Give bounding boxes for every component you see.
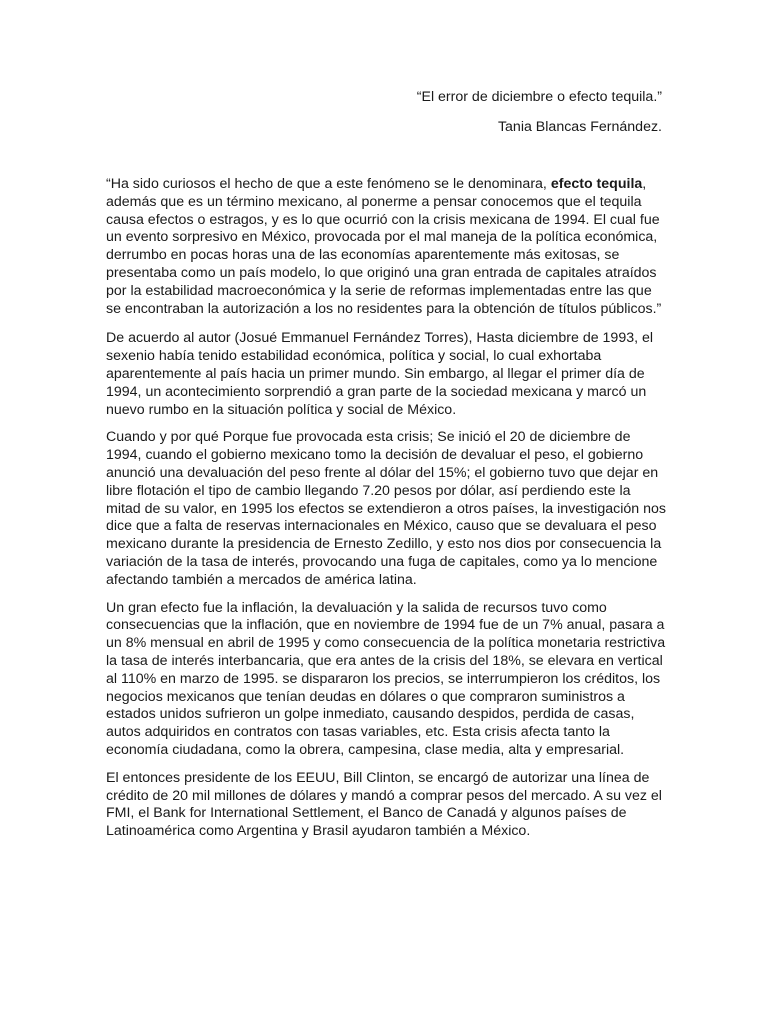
bold-term: efecto tequila <box>550 176 643 192</box>
paragraph-quote-start: “Ha sido curiosos el hecho de que a este fenómeno se le denominara, <box>106 176 551 192</box>
document-header <box>417 88 662 136</box>
document-body <box>106 176 668 851</box>
paragraph-causes: Cuando y por qué Porque fue provocada esta crisis; Se inició el 20 de diciembre de 1994, cuando el gobierno mexicano tomo la decisión de devaluar el peso, el gobierno anunció una devaluación del peso frente al dólar del 15%; el gobierno tuvo que dejar en libre flotación el tipo de cambio llegando 7.20 pesos por dólar, así perdiendo este la mitad de su valor, en 1995 los efectos se extendieron a otros países, la investigación nos dice que a falta de reservas internacionales en México, causo que se devaluara el peso mexicano durante la presidencia de Ernesto Zedillo, y esto nos dios por consecuencia la variación de la tasa de interés, provocando una fuga de capitales, como ya lo mencione afectando también a mercados de américa latina. <box>106 429 666 588</box>
document-author: Tania Blancas Fernández. <box>497 119 662 135</box>
document-title: “El error de diciembre o efecto tequila.” <box>416 89 662 105</box>
paragraph-author-context: De acuerdo al autor (Josué Emmanuel Fernández Torres), Hasta diciembre de 1993, el sexenio había tenido estabilidad económica, política y social, lo cual exhortaba aparentemente al país hacia un primer mundo. Sin embargo, al llegar el primer día de 1994, un acontecimiento sorprendió a gran parte de la sociedad mexicana y marcó un nuevo rumbo en la situación política y social de México. <box>106 330 654 418</box>
paragraph-quote <box>106 176 668 318</box>
paragraph-quote-end: , además que es un término mexicano, al ponerme a pensar conocemos que el tequila causa efectos o estragos, y es lo que ocurrió con la crisis mexicana de 1994. El cual fue un evento sorpresivo en México, provocada por el mal maneja de la política económica, derrumbo en pocas horas una de las economías aparentemente más exitosas, se presentaba como un país modelo, lo que originó una gran entrada de capitales atraídos por la estabilidad macroeconómica y la serie de reformas implementadas entre las que se encontraban la autorización a los no residentes para la obtención de títulos públicos.” <box>106 176 662 317</box>
paragraph-response: El entonces presidente de los EEUU, Bill Clinton, se encargó de autorizar una línea de crédito de 20 mil millones de dólares y mandó a comprar pesos del mercado. A su vez el FMI, el Bank for International Settlement, el Banco de Canadá y algunos países de Latinoamérica como Argentina y Brasil ayudaron también a México. <box>106 769 662 840</box>
paragraph-effects: Un gran efecto fue la inflación, la devaluación y la salida de recursos tuvo como consecuencias que la inflación, que en noviembre de 1994 fue de un 7% anual, pasara a un 8% mensual en abril de 1995 y como consecuencia de la política monetaria restrictiva la tasa de interés interbancaria, que era antes de la crisis del 18%, se elevara en vertical al 110% en marzo de 1995. se dispararon los precios, se interrumpieron los créditos, los negocios mexicanos que tenían deudas en dólares o que compraron suministros a estados unidos sufrieron un golpe inmediato, causando despidos, perdida de casas, autos adquiridos en contratos con tasas variables, etc. Esta crisis afecta tanto la economía ciudadana, como la obrera, campesina, clase media, alta y empresarial. <box>106 599 666 758</box>
